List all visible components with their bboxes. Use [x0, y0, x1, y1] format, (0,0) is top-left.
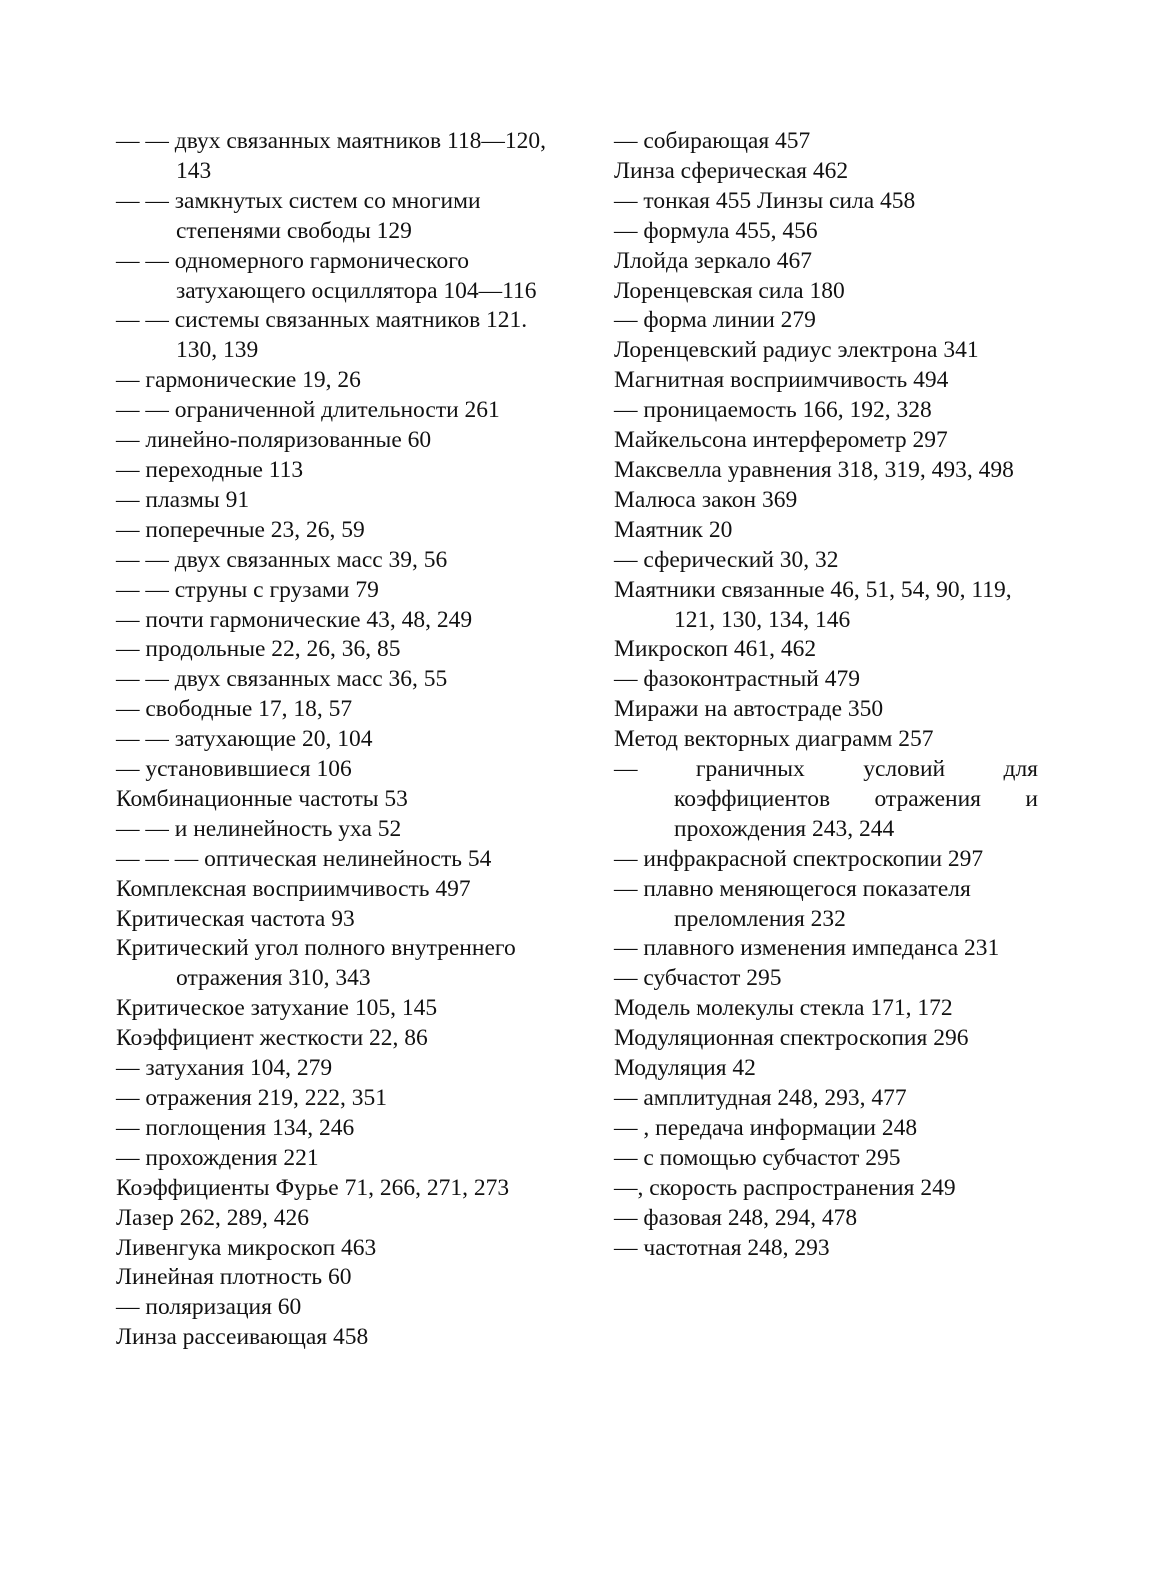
index-entry: Миражи на автостраде 350	[614, 696, 884, 723]
index-entry: Линза сферическая 462	[614, 157, 849, 184]
index-entry: — частотная 248, 293	[614, 1234, 830, 1261]
index-entry: — продольные 22, 26, 36, 85	[116, 636, 401, 663]
index-entry: Модель молекулы стекла 171, 172	[614, 995, 953, 1022]
index-entry: — формула 455, 456	[614, 217, 818, 244]
index-entry: — прохождения 221	[116, 1144, 319, 1171]
index-entry: — собирающая 457	[614, 128, 811, 154]
index-entry: — с помощью субчастот 295	[614, 1144, 901, 1171]
index-entry: — инфракрасной спектроскопии 297	[614, 845, 984, 872]
index-entry: — поляризация 60	[116, 1294, 302, 1321]
index-entry: — отражения 219, 222, 351	[116, 1085, 387, 1111]
index-entry: — — одномерного гармонического затухающего осциллятора 104—116	[116, 247, 537, 304]
index-entry: — поперечные 23, 26, 59	[116, 516, 365, 543]
index-entry: — — ограниченной длительности 261	[116, 397, 500, 424]
index-entry: Метод векторных диаграмм 257	[614, 726, 934, 753]
index-entry: — фазовая 248, 294, 478	[614, 1204, 858, 1231]
index-entry: — плавного изменения импеданса 231	[614, 935, 1000, 962]
index-entry: — переходные 113	[116, 456, 304, 483]
index-entry: Линейная плотность 60	[116, 1264, 352, 1291]
index-entry: — гармонические 19, 26	[116, 367, 361, 394]
index-entry: — тонкая 455 Линзы сила 458	[614, 187, 916, 214]
index-entry: — граничных условий для коэффициентов отражения и прохождения 243, 244	[614, 756, 1038, 842]
index-entry: Малюса закон 369	[614, 486, 798, 513]
index-entry: Коэффициенты Фурье 71, 266, 271, 273	[116, 1174, 510, 1201]
index-entry: Линза рассеивающая 458	[116, 1324, 369, 1351]
index-entry: — субчастот 295	[614, 965, 782, 992]
index-entry: Критическая частота 93	[116, 905, 355, 932]
index-entry: — форма линии 279	[614, 307, 816, 334]
index-entry: Модуляция 42	[614, 1055, 756, 1082]
index-entry: Комбинационные частоты 53	[116, 785, 408, 812]
index-entry: Лоренцевская сила 180	[614, 277, 845, 304]
index-entry: Ллойда зеркало 467	[614, 247, 813, 274]
index-entry: Комплексная восприимчивость 497	[116, 875, 471, 902]
index-entry: — плавно меняющегося показателя преломления 232	[614, 875, 971, 932]
index-entry: — плазмы 91	[116, 486, 250, 513]
index-entry: Микроскоп 461, 462	[614, 636, 817, 663]
index-entry: Маятник 20	[614, 516, 733, 543]
index-entry: — — — оптическая нелинейность 54	[116, 845, 492, 872]
index-entry: Магнитная восприимчивость 494	[614, 367, 949, 394]
index-entry: — сферический 30, 32	[614, 546, 839, 573]
index-entry: — затухания 104, 279	[116, 1055, 333, 1082]
index-entry: Лазер 262, 289, 426	[116, 1204, 309, 1231]
index-entry: — установившиеся 106	[116, 756, 352, 783]
index-entry: Критический угол полного внутреннего отражения 310, 343	[116, 935, 516, 992]
index-entry: — почти гармонические 43, 48, 249	[116, 606, 473, 633]
index-entry: Максвелла уравнения 318, 319, 493, 498	[614, 456, 1014, 483]
index-entry: — — двух связанных масс 39, 56	[116, 546, 448, 573]
index-entry: — — двух связанных масс 36, 55	[116, 666, 448, 693]
index-entry: — — двух связанных маятников 118—120, 143	[116, 128, 546, 184]
index-entry: — поглощения 134, 246	[116, 1114, 355, 1141]
index-entry: — — и нелинейность уха 52	[116, 815, 402, 842]
index-entry: — — системы связанных маятников 121. 130, 139	[116, 307, 528, 364]
index-entry: Маятники связанные 46, 51, 54, 90, 119, 121, 130, 134, 146	[614, 576, 1012, 633]
index-entry: Лоренцевский радиус электрона 341	[614, 337, 979, 364]
index-entry: — линейно-поляризованные 60	[116, 427, 432, 454]
index-entry: — фазоконтрастный 479	[614, 666, 860, 693]
index-column-right	[614, 127, 1038, 1263]
index-entry: — проницаемость 166, 192, 328	[614, 397, 932, 424]
index-entry: Ливенгука микроскоп 463	[116, 1234, 377, 1261]
index-entry: —, скорость распространения 249	[614, 1174, 956, 1201]
index-entry: Критическое затухание 105, 145	[116, 995, 438, 1022]
index-entry: — — затухающие 20, 104	[116, 726, 373, 753]
index-entry: — — струны с грузами 79	[116, 576, 379, 603]
index-entry: — , передача информации 248	[614, 1114, 918, 1141]
index-entry: Майкельсона интерферометр 297	[614, 427, 948, 454]
index-entry: Модуляционная спектроскопия 296	[614, 1025, 969, 1052]
index-entry: — — замкнутых систем со многими степенями свободы 129	[116, 187, 481, 244]
index-entry: Коэффициент жесткости 22, 86	[116, 1025, 428, 1052]
index-entry: — свободные 17, 18, 57	[116, 696, 353, 723]
index-column-left	[116, 127, 546, 1353]
index-entry: — амплитудная 248, 293, 477	[614, 1085, 907, 1111]
